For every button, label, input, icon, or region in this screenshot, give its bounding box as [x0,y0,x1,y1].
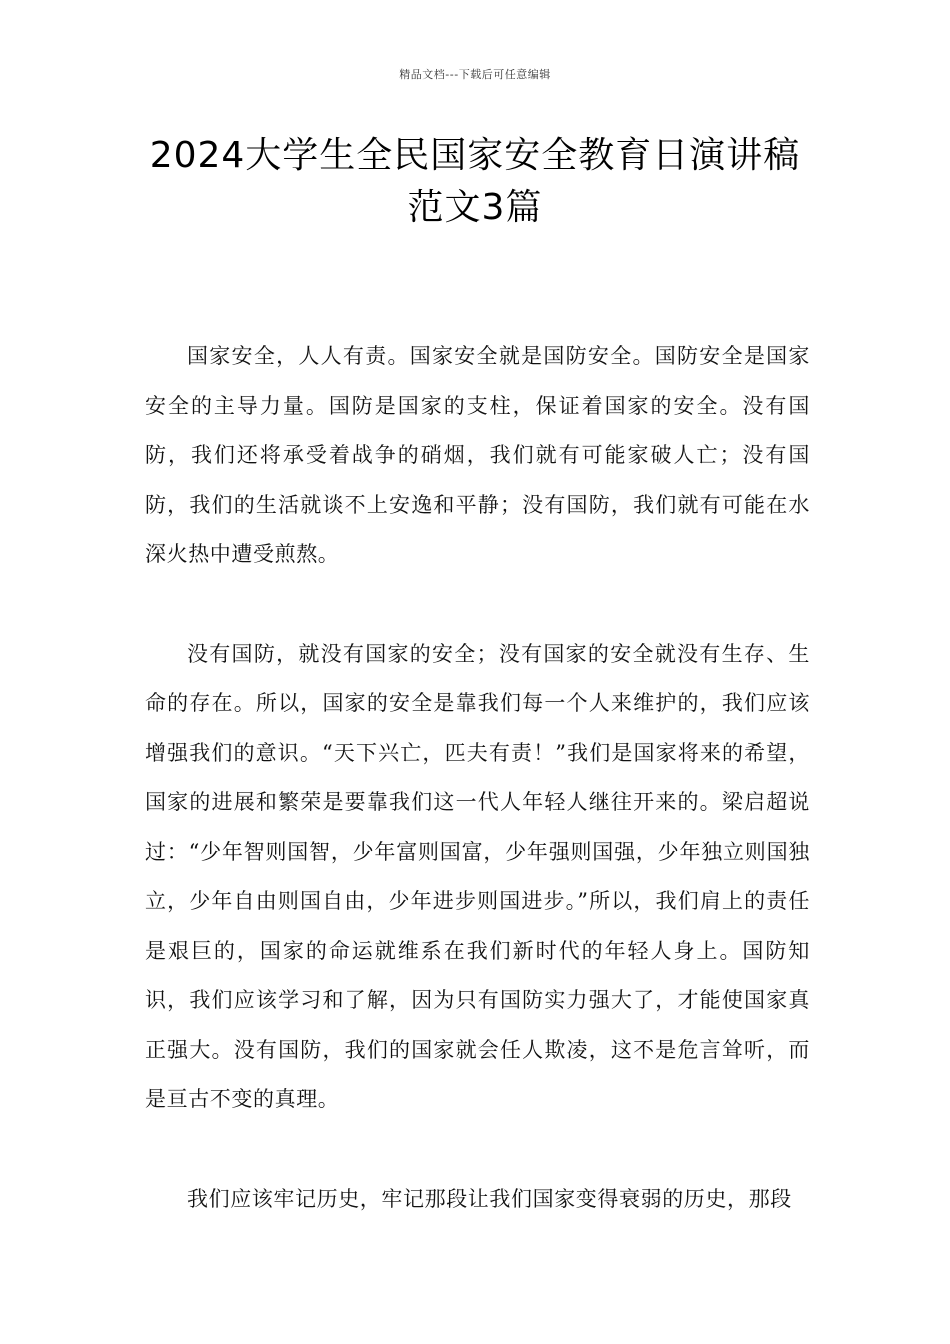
title-line-2: 范文3篇 [407,187,543,228]
paragraph-1: 国家安全，人人有责。国家安全就是国防安全。国防安全是国家安全的主导力量。国防是国家的支柱，保证着国家的安全。没有国防，我们还将承受着战争的硝烟，我们就有可能家破人亡；没有国防，我们的生活就谈不上安逸和平静；没有国防，我们就有可能在水深火热中遭受煎熬。 [145,344,810,566]
header-note: 精品文档---下载后可任意编辑 [399,68,551,81]
document-title [120,130,830,234]
paragraph-2: 没有国防，就没有国家的安全；没有国家的安全就没有生存、生命的存在。所以，国家的安全是靠我们每一个人来维护的，我们应该增强我们的意识。“天下兴亡，匹夫有责！”我们是国家将来的希望，国家的进展和繁荣是要靠我们这一代人年轻人继往开来的。梁启超说过：“少年智则国智，少年富则国富，少年强则国强，少年独立则国独立，少年自由则国自由，少年进步则国进步。”所以，我们肩上的责任是艰巨的，国家的命运就维系在我们新时代的年轻人身上。国防知识，我们应该学习和了解，因为只有国防实力强大了，才能使国家真正强大。没有国防，我们的国家就会任人欺凌，这不是危言耸听，而是亘古不变的真理。 [145,641,810,1111]
document-body [145,332,810,1274]
title-line-1: 2024大学生全民国家安全教育日演讲稿 [149,135,801,176]
paragraph-3: 我们应该牢记历史，牢记那段让我们国家变得衰弱的历史，那段 [187,1186,792,1211]
